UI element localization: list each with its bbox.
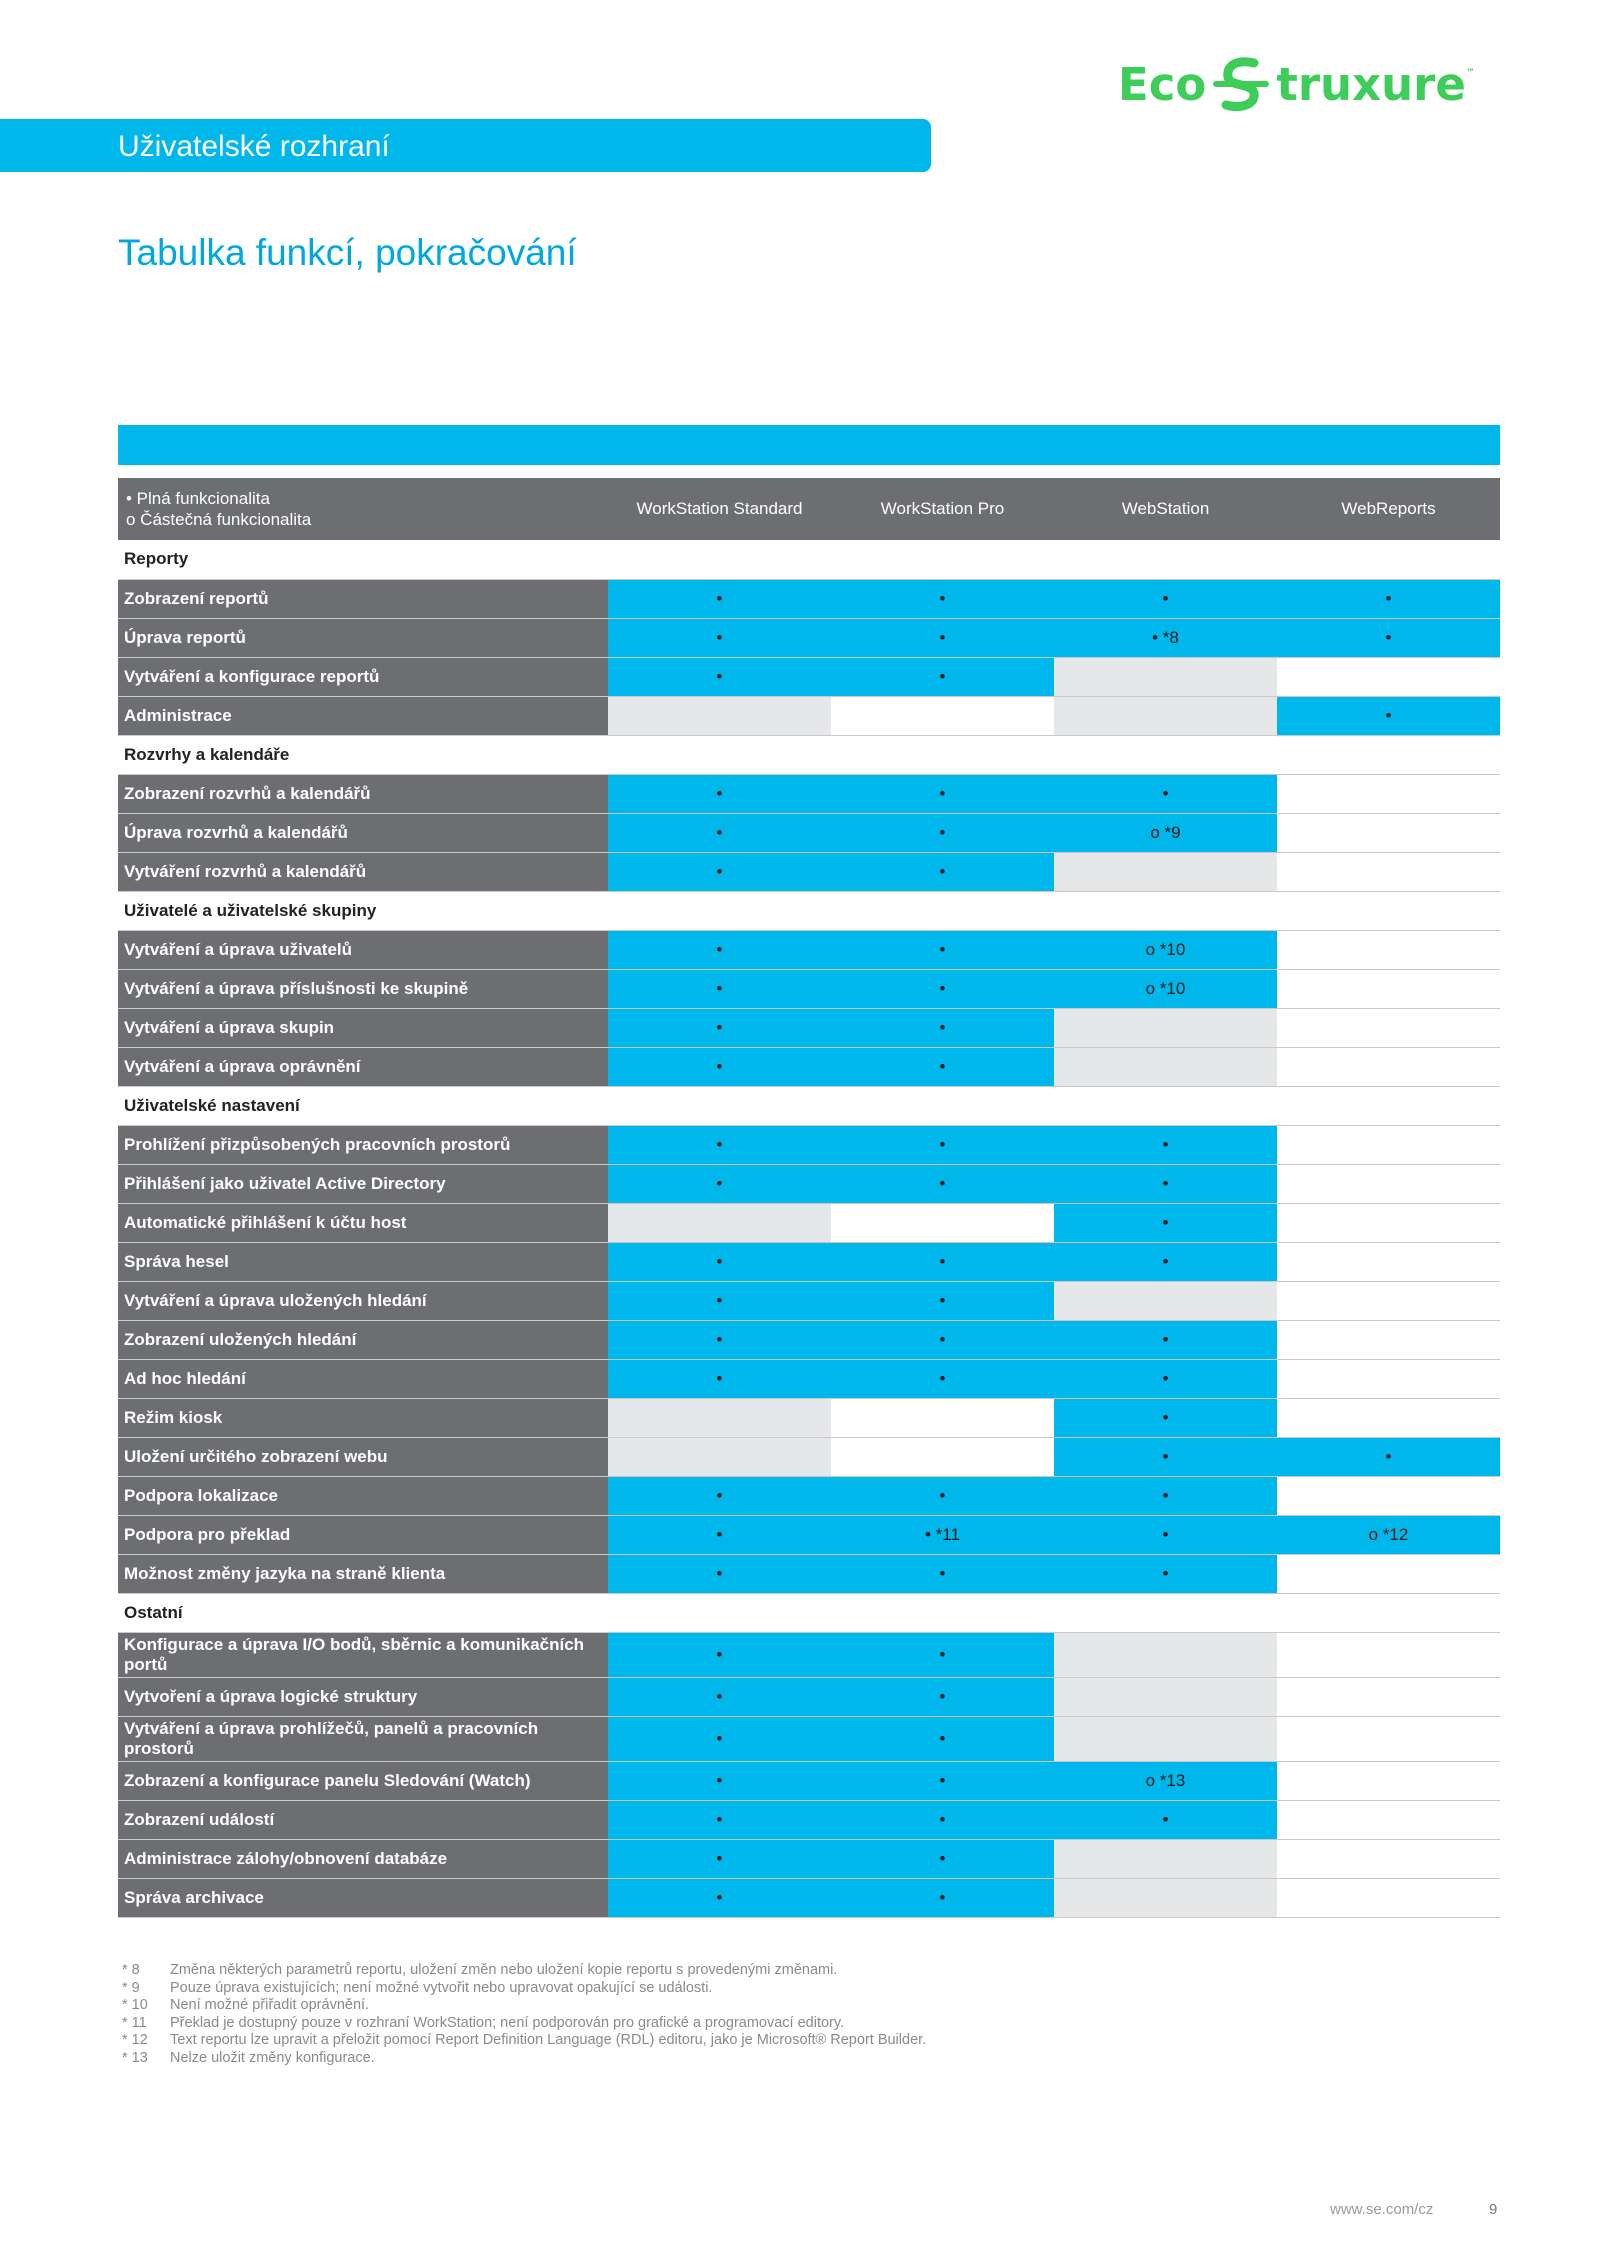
feature-row bbox=[118, 1242, 1500, 1281]
feature-cell bbox=[1277, 1761, 1500, 1800]
feature-cell bbox=[831, 696, 1054, 735]
feature-cell: • bbox=[1054, 1398, 1277, 1437]
feature-cell bbox=[1277, 774, 1500, 813]
category-row bbox=[118, 540, 1500, 579]
logo-text-truxure: truxure bbox=[1276, 57, 1466, 111]
table-top-band bbox=[118, 425, 1500, 465]
footnote-number: * 9 bbox=[122, 1979, 140, 1996]
feature-cell: • *8 bbox=[1054, 618, 1277, 657]
legend-cell bbox=[118, 478, 608, 540]
feature-cell: • bbox=[608, 1281, 831, 1320]
feature-cell: • bbox=[1054, 579, 1277, 618]
feature-cell: • bbox=[1277, 696, 1500, 735]
feature-cell bbox=[831, 1437, 1054, 1476]
column-header-workstation-pro: WorkStation Pro bbox=[831, 478, 1054, 540]
feature-cell bbox=[1054, 1878, 1277, 1917]
logo-s-mark-icon bbox=[1208, 51, 1274, 117]
feature-label: Vytváření a úprava příslušnosti ke skupině bbox=[118, 969, 608, 1008]
feature-label: Vytváření a úprava skupin bbox=[118, 1008, 608, 1047]
feature-label: Vytvoření a úprava logické struktury bbox=[118, 1677, 608, 1716]
feature-cell: • bbox=[608, 1320, 831, 1359]
feature-label: Vytváření a úprava uživatelů bbox=[118, 930, 608, 969]
feature-cell: • bbox=[1054, 1800, 1277, 1839]
feature-cell bbox=[1277, 1242, 1500, 1281]
feature-cell: o *9 bbox=[1054, 813, 1277, 852]
feature-cell bbox=[831, 1203, 1054, 1242]
logo-text-eco: Eco bbox=[1118, 57, 1207, 111]
feature-row bbox=[118, 657, 1500, 696]
feature-cell bbox=[1277, 1800, 1500, 1839]
feature-cell: o *12 bbox=[1277, 1515, 1500, 1554]
feature-cell: • bbox=[1054, 1320, 1277, 1359]
feature-cell bbox=[1277, 1878, 1500, 1917]
feature-label: Prohlížení přizpůsobených pracovních prostorů bbox=[118, 1125, 608, 1164]
feature-row bbox=[118, 1359, 1500, 1398]
feature-row bbox=[118, 1878, 1500, 1917]
feature-cell bbox=[608, 1398, 831, 1437]
feature-label: Zobrazení událostí bbox=[118, 1800, 608, 1839]
feature-cell: • bbox=[831, 1281, 1054, 1320]
feature-label: Zobrazení uložených hledání bbox=[118, 1320, 608, 1359]
legend-full: • Plná funkcionalita bbox=[126, 489, 270, 508]
feature-cell: • bbox=[608, 930, 831, 969]
footnote bbox=[122, 2050, 926, 2068]
feature-row bbox=[118, 1281, 1500, 1320]
feature-label: Přihlášení jako uživatel Active Directory bbox=[118, 1164, 608, 1203]
feature-cell: • bbox=[831, 1716, 1054, 1761]
feature-cell: • bbox=[608, 1242, 831, 1281]
feature-cell bbox=[1054, 1008, 1277, 1047]
feature-cell: • bbox=[608, 1359, 831, 1398]
feature-cell: • bbox=[831, 852, 1054, 891]
feature-label: Zobrazení a konfigurace panelu Sledování (Watch) bbox=[118, 1761, 608, 1800]
category-label: Uživatelské nastavení bbox=[118, 1086, 1500, 1125]
feature-cell: • bbox=[1054, 1554, 1277, 1593]
footnote-text: Není možné přiřadit oprávnění. bbox=[170, 1997, 370, 2013]
feature-row bbox=[118, 1398, 1500, 1437]
footnotes bbox=[122, 1962, 926, 2067]
feature-row bbox=[118, 1716, 1500, 1761]
feature-row bbox=[118, 1839, 1500, 1878]
feature-cell: • bbox=[831, 1242, 1054, 1281]
feature-cell bbox=[1277, 930, 1500, 969]
feature-cell bbox=[1054, 1632, 1277, 1677]
feature-cell: • bbox=[831, 1800, 1054, 1839]
feature-label: Správa hesel bbox=[118, 1242, 608, 1281]
feature-cell bbox=[1277, 813, 1500, 852]
feature-cell: • bbox=[608, 969, 831, 1008]
feature-label: Vytváření a úprava prohlížečů, panelů a pracovních prostorů bbox=[118, 1716, 608, 1761]
feature-cell bbox=[1277, 1281, 1500, 1320]
feature-cell bbox=[1277, 1839, 1500, 1878]
feature-cell: • bbox=[1054, 1164, 1277, 1203]
footnote-number: * 13 bbox=[122, 2049, 148, 2066]
feature-cell bbox=[1277, 969, 1500, 1008]
feature-row bbox=[118, 1125, 1500, 1164]
feature-cell: • bbox=[831, 1554, 1054, 1593]
feature-cell: • bbox=[1054, 1515, 1277, 1554]
feature-label: Administrace bbox=[118, 696, 608, 735]
feature-cell: • bbox=[608, 852, 831, 891]
feature-label: Uložení určitého zobrazení webu bbox=[118, 1437, 608, 1476]
feature-row bbox=[118, 852, 1500, 891]
feature-cell: • bbox=[831, 1320, 1054, 1359]
feature-cell: • bbox=[608, 1839, 831, 1878]
feature-table bbox=[118, 478, 1500, 1918]
feature-row bbox=[118, 1203, 1500, 1242]
feature-cell: • bbox=[608, 1800, 831, 1839]
footnote bbox=[122, 2032, 926, 2050]
footer-url: www.se.com/cz bbox=[1330, 2201, 1434, 2218]
feature-cell bbox=[1054, 1677, 1277, 1716]
feature-cell: • bbox=[831, 774, 1054, 813]
table-header-row bbox=[118, 478, 1500, 540]
feature-row bbox=[118, 1515, 1500, 1554]
feature-cell: • bbox=[831, 1047, 1054, 1086]
feature-cell bbox=[1277, 1008, 1500, 1047]
feature-label: Podpora pro překlad bbox=[118, 1515, 608, 1554]
feature-cell: • bbox=[608, 1164, 831, 1203]
footnote-text: Nelze uložit změny konfigurace. bbox=[170, 2049, 375, 2066]
feature-cell: • bbox=[831, 1008, 1054, 1047]
feature-cell bbox=[1054, 1281, 1277, 1320]
feature-cell: • bbox=[608, 813, 831, 852]
feature-cell: • bbox=[608, 1515, 831, 1554]
feature-cell bbox=[1277, 1047, 1500, 1086]
feature-label: Správa archivace bbox=[118, 1878, 608, 1917]
feature-cell: • bbox=[831, 1125, 1054, 1164]
feature-cell: • bbox=[1054, 1125, 1277, 1164]
feature-label: Automatické přihlášení k účtu host bbox=[118, 1203, 608, 1242]
feature-cell bbox=[608, 696, 831, 735]
feature-row bbox=[118, 1008, 1500, 1047]
category-row bbox=[118, 735, 1500, 774]
feature-cell: • bbox=[608, 1554, 831, 1593]
feature-cell: • bbox=[831, 618, 1054, 657]
feature-row bbox=[118, 774, 1500, 813]
feature-cell: • bbox=[1054, 1359, 1277, 1398]
footnote bbox=[122, 1980, 926, 1998]
feature-row bbox=[118, 1476, 1500, 1515]
feature-cell: • bbox=[831, 930, 1054, 969]
footnote-number: * 12 bbox=[122, 2032, 148, 2048]
feature-row bbox=[118, 1632, 1500, 1677]
feature-label: Vytváření a úprava oprávnění bbox=[118, 1047, 608, 1086]
feature-cell: • bbox=[608, 1677, 831, 1716]
category-label: Rozvrhy a kalendáře bbox=[118, 735, 1500, 774]
feature-cell bbox=[1054, 852, 1277, 891]
feature-row bbox=[118, 618, 1500, 657]
feature-row bbox=[118, 1554, 1500, 1593]
feature-cell: • bbox=[1054, 1242, 1277, 1281]
category-row bbox=[118, 1593, 1500, 1632]
footnote-text: Text reportu lze upravit a přeložit pomocí Report Definition Language (RDL) editoru, jako je Microsoft® Report Builder. bbox=[170, 2032, 927, 2048]
footnote-number: * 11 bbox=[122, 2014, 147, 2031]
feature-cell: • bbox=[608, 1761, 831, 1800]
feature-cell: • bbox=[831, 657, 1054, 696]
feature-row bbox=[118, 1761, 1500, 1800]
feature-cell bbox=[608, 1437, 831, 1476]
feature-cell bbox=[608, 1203, 831, 1242]
feature-row bbox=[118, 1677, 1500, 1716]
feature-cell: • bbox=[608, 1476, 831, 1515]
feature-row bbox=[118, 1800, 1500, 1839]
feature-cell: • bbox=[608, 657, 831, 696]
feature-cell: • bbox=[1277, 1437, 1500, 1476]
feature-label: Zobrazení reportů bbox=[118, 579, 608, 618]
feature-cell: • bbox=[608, 1716, 831, 1761]
feature-cell bbox=[831, 1398, 1054, 1437]
feature-cell: o *10 bbox=[1054, 969, 1277, 1008]
feature-cell: o *13 bbox=[1054, 1761, 1277, 1800]
feature-cell bbox=[1054, 1047, 1277, 1086]
category-label: Ostatní bbox=[118, 1593, 1500, 1632]
footnote-text: Změna některých parametrů reportu, uložení změn nebo uložení kopie reportu s provedenými změnami. bbox=[170, 1962, 838, 1978]
page-number: 9 bbox=[1489, 2201, 1498, 2218]
feature-label: Režim kiosk bbox=[118, 1398, 608, 1437]
feature-cell: • bbox=[608, 1125, 831, 1164]
feature-label: Úprava reportů bbox=[118, 618, 608, 657]
feature-cell bbox=[1277, 1476, 1500, 1515]
page-title: Tabulka funkcí, pokračování bbox=[118, 232, 577, 273]
feature-label: Administrace zálohy/obnovení databáze bbox=[118, 1839, 608, 1878]
feature-row bbox=[118, 579, 1500, 618]
column-header-webstation: WebStation bbox=[1054, 478, 1277, 540]
feature-row bbox=[118, 1164, 1500, 1203]
feature-cell: • bbox=[831, 1476, 1054, 1515]
feature-cell: • bbox=[831, 1839, 1054, 1878]
feature-cell bbox=[1277, 1677, 1500, 1716]
feature-cell: • bbox=[608, 1047, 831, 1086]
category-label: Uživatelé a uživatelské skupiny bbox=[118, 891, 1500, 930]
ecostruxure-logo bbox=[1118, 48, 1475, 120]
feature-cell: • bbox=[608, 618, 831, 657]
feature-cell: • bbox=[1054, 774, 1277, 813]
feature-cell bbox=[1277, 1359, 1500, 1398]
feature-cell: • bbox=[831, 813, 1054, 852]
feature-cell: • bbox=[831, 1878, 1054, 1917]
category-row bbox=[118, 1086, 1500, 1125]
feature-cell: • *11 bbox=[831, 1515, 1054, 1554]
category-row bbox=[118, 891, 1500, 930]
feature-row bbox=[118, 969, 1500, 1008]
feature-cell: • bbox=[831, 1359, 1054, 1398]
footnote bbox=[122, 1962, 926, 1980]
feature-label: Možnost změny jazyka na straně klienta bbox=[118, 1554, 608, 1593]
feature-cell bbox=[1054, 657, 1277, 696]
feature-cell: • bbox=[831, 1632, 1054, 1677]
feature-row bbox=[118, 696, 1500, 735]
column-header-workstation-standard: WorkStation Standard bbox=[608, 478, 831, 540]
feature-cell: • bbox=[831, 579, 1054, 618]
feature-cell bbox=[1277, 1398, 1500, 1437]
feature-row bbox=[118, 1437, 1500, 1476]
feature-row bbox=[118, 1320, 1500, 1359]
footnote bbox=[122, 2015, 926, 2033]
feature-label: Vytváření rozvrhů a kalendářů bbox=[118, 852, 608, 891]
feature-cell bbox=[1054, 696, 1277, 735]
feature-label: Vytváření a úprava uložených hledání bbox=[118, 1281, 608, 1320]
feature-label: Vytváření a konfigurace reportů bbox=[118, 657, 608, 696]
feature-cell bbox=[1277, 1320, 1500, 1359]
section-title: Uživatelské rozhraní bbox=[118, 130, 390, 163]
feature-row bbox=[118, 930, 1500, 969]
feature-cell: • bbox=[831, 1164, 1054, 1203]
feature-cell bbox=[1277, 1716, 1500, 1761]
footnote-text: Pouze úprava existujících; není možné vytvořit nebo upravovat opakující se události. bbox=[170, 1979, 713, 1996]
feature-cell: • bbox=[1277, 579, 1500, 618]
feature-cell bbox=[1277, 852, 1500, 891]
feature-label: Podpora lokalizace bbox=[118, 1476, 608, 1515]
feature-cell bbox=[1054, 1839, 1277, 1878]
feature-cell: • bbox=[1277, 618, 1500, 657]
feature-cell bbox=[1277, 1554, 1500, 1593]
feature-cell: • bbox=[1054, 1476, 1277, 1515]
feature-cell: • bbox=[1054, 1437, 1277, 1476]
feature-row bbox=[118, 813, 1500, 852]
feature-label: Ad hoc hledání bbox=[118, 1359, 608, 1398]
feature-cell bbox=[1054, 1716, 1277, 1761]
footnote-number: * 10 bbox=[122, 1997, 148, 2013]
feature-cell: • bbox=[608, 1878, 831, 1917]
logo-trademark: ™ bbox=[1465, 68, 1475, 78]
column-header-webreports: WebReports bbox=[1277, 478, 1500, 540]
feature-cell: • bbox=[831, 1677, 1054, 1716]
feature-row bbox=[118, 1047, 1500, 1086]
footnote bbox=[122, 1997, 926, 2015]
feature-cell: • bbox=[1054, 1203, 1277, 1242]
feature-cell bbox=[1277, 1203, 1500, 1242]
feature-label: Konfigurace a úprava I/O bodů, sběrnic a komunikačních portů bbox=[118, 1632, 608, 1677]
feature-cell: • bbox=[608, 1632, 831, 1677]
feature-cell bbox=[1277, 1164, 1500, 1203]
legend-partial: o Částečná funkcionalita bbox=[126, 510, 312, 529]
footnote-number: * 8 bbox=[122, 1962, 140, 1978]
feature-cell: • bbox=[608, 774, 831, 813]
feature-cell: o *10 bbox=[1054, 930, 1277, 969]
footnote-text: Překlad je dostupný pouze v rozhraní WorkStation; není podporován pro grafické a programovací editory. bbox=[170, 2014, 845, 2031]
feature-cell: • bbox=[831, 1761, 1054, 1800]
feature-cell bbox=[1277, 1125, 1500, 1164]
feature-cell bbox=[1277, 657, 1500, 696]
feature-cell: • bbox=[608, 1008, 831, 1047]
feature-cell: • bbox=[608, 579, 831, 618]
feature-cell bbox=[1277, 1632, 1500, 1677]
feature-label: Úprava rozvrhů a kalendářů bbox=[118, 813, 608, 852]
section-header-bar bbox=[0, 119, 931, 172]
feature-label: Zobrazení rozvrhů a kalendářů bbox=[118, 774, 608, 813]
category-label: Reporty bbox=[118, 540, 1500, 579]
feature-cell: • bbox=[831, 969, 1054, 1008]
